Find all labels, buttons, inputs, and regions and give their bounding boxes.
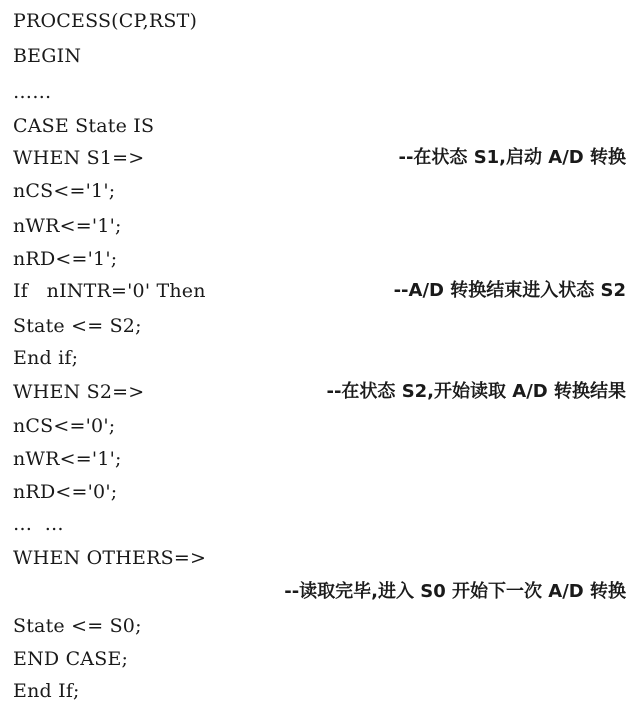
code-line-9: If nINTR='0' Then xyxy=(13,280,206,302)
code-line-7: nWR<='1'; xyxy=(13,215,122,237)
code-line-1: PROCESS(CP,RST) xyxy=(13,10,198,32)
code-line-16: … … xyxy=(13,513,64,535)
code-line-4: CASE State IS xyxy=(13,115,155,137)
code-line-13: nCS<='0'; xyxy=(13,415,116,437)
code-line-15: nRD<='0'; xyxy=(13,481,118,503)
comment-read-complete: --读取完毕,进入 S0 开始下一次 A/D 转换 xyxy=(284,581,626,602)
comment-state-s2: --在状态 S2,开始读取 A/D 转换结果 xyxy=(326,381,626,402)
code-line-5: WHEN S1=> xyxy=(13,147,145,169)
code-line-12: WHEN S2=> xyxy=(13,381,145,403)
code-line-21: End If; xyxy=(13,680,80,702)
code-line-10: State <= S2; xyxy=(13,315,142,337)
code-line-8: nRD<='1'; xyxy=(13,248,118,270)
code-line-19: State <= S0; xyxy=(13,615,142,637)
code-line-2: BEGIN xyxy=(13,45,82,67)
code-line-6: nCS<='1'; xyxy=(13,180,116,202)
code-line-14: nWR<='1'; xyxy=(13,448,122,470)
comment-state-s1: --在状态 S1,启动 A/D 转换 xyxy=(398,147,626,168)
code-line-20: END CASE; xyxy=(13,648,129,670)
code-line-11: End if; xyxy=(13,347,79,369)
code-line-3: …… xyxy=(13,81,52,103)
code-line-17: WHEN OTHERS=> xyxy=(13,547,207,569)
comment-conversion-done: --A/D 转换结束进入状态 S2 xyxy=(393,280,626,301)
